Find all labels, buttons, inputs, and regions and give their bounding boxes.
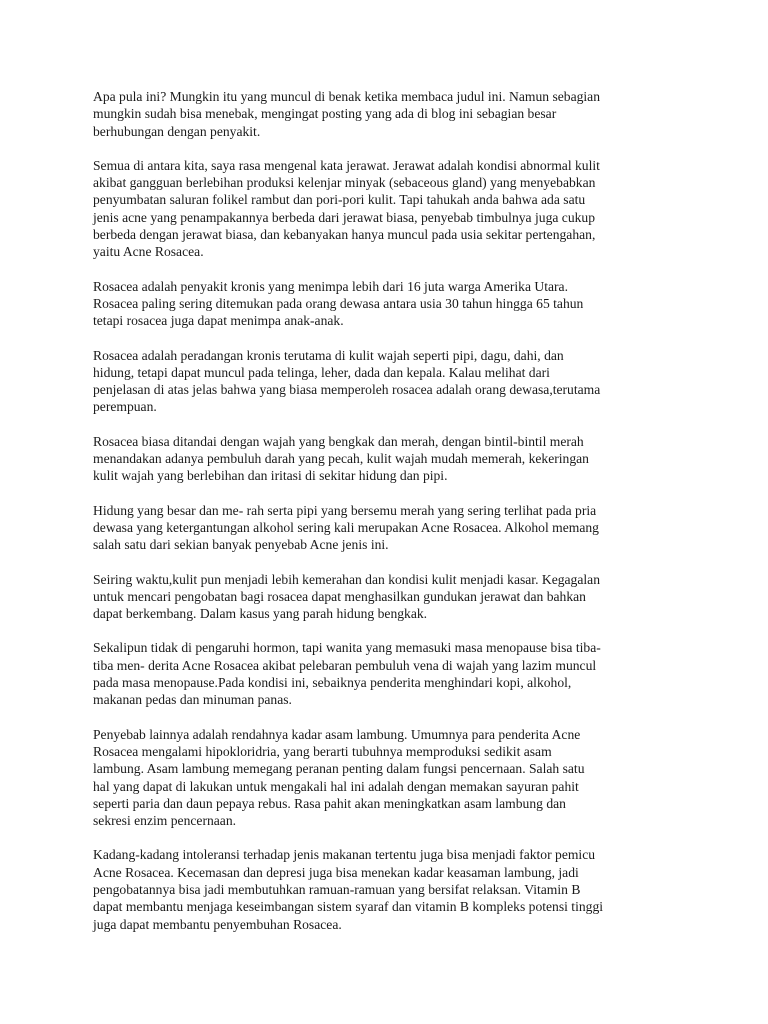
document-body (93, 88, 693, 950)
text-line: lambung. Asam lambung memegang peranan penting dalam fungsi pencernaan. Salah satu (93, 761, 585, 777)
text-line: Rosacea adalah penyakit kronis yang menimpa lebih dari 16 juta warga Amerika Utara. (93, 278, 568, 294)
text-line: seperti paria dan daun pepaya rebus. Rasa pahit akan meningkatkan asam lambung dan (93, 795, 566, 811)
paragraph (93, 433, 693, 485)
text-line: Acne Rosacea. Kecemasan dan depresi juga bisa menekan kadar keasaman lambung, jadi (93, 864, 579, 880)
text-line: berbeda dengan jerawat biasa, dan kebanyakan hanya muncul pada usia sekitar pertengahan, (93, 227, 596, 243)
text-line: Seiring waktu,kulit pun menjadi lebih kemerahan dan kondisi kulit menjadi kasar. Kegagalan (93, 571, 600, 587)
text-line: tetapi rosacea juga dapat menimpa anak-anak. (93, 313, 344, 329)
text-line: Kadang-kadang intoleransi terhadap jenis makanan tertentu juga bisa menjadi faktor pemicu (93, 847, 596, 863)
text-line: yaitu Acne Rosacea. (93, 244, 204, 260)
text-line: dapat berkembang. Dalam kasus yang parah hidung bengkak. (93, 606, 428, 622)
text-line: Rosacea adalah peradangan kronis terutama di kulit wajah seperti pipi, dagu, dahi, dan (93, 347, 564, 363)
paragraph (93, 571, 693, 623)
text-line: kulit wajah yang berlebihan dan iritasi di sekitar hidung dan pipi. (93, 468, 448, 484)
text-line: penjelasan di atas jelas bahwa yang biasa memperoleh rosacea adalah orang dewasa,terutama (93, 382, 601, 398)
text-line: dewasa yang ketergantungan alkohol sering kali merupakan Acne Rosacea. Alkohol memang (93, 519, 599, 535)
text-line: berhubungan dengan penyakit. (93, 123, 261, 139)
text-line: makanan pedas dan minuman panas. (93, 692, 292, 708)
text-line: Sekalipun tidak di pengaruhi hormon, tapi wanita yang memasuki masa menopause bisa tiba- (93, 640, 601, 656)
text-line: salah satu dari sekian banyak penyebab Acne jenis ini. (93, 537, 389, 553)
text-line: Rosacea biasa ditandai dengan wajah yang bengkak dan merah, dengan bintil-bintil merah (93, 433, 584, 449)
text-line: Apa pula ini? Mungkin itu yang muncul di benak ketika membaca judul ini. Namun sebagian (93, 89, 601, 104)
paragraph (93, 278, 693, 330)
text-line: juga dapat membantu penyembuhan Rosacea. (93, 916, 342, 932)
text-line: perempuan. (93, 399, 157, 415)
text-line: Penyebab lainnya adalah rendahnya kadar asam lambung. Umumnya para penderita Acne (93, 726, 581, 742)
text-line: jenis acne yang penampakannya berbeda dari jerawat biasa, penyebab timbulnya juga cukup (93, 209, 596, 225)
text-line: Hidung yang besar dan me- rah serta pipi yang bersemu merah yang sering terlihat pada pria (93, 502, 597, 518)
paragraph (93, 347, 693, 416)
text-line: Semua di antara kita, saya rasa mengenal kata jerawat. Jerawat adalah kondisi abnormal kulit (93, 157, 600, 173)
text-line: pada masa menopause.Pada kondisi ini, sebaiknya penderita menghindari kopi, alkohol, (93, 675, 572, 691)
text-line: sekresi enzim pencernaan. (93, 813, 237, 829)
text-line: tiba men- derita Acne Rosacea akibat pelebaran pembuluh vena di wajah yang lazim muncul (93, 657, 597, 673)
text-line: hidung, tetapi dapat muncul pada telinga, leher, dada dan kepala. Kalau melihat dari (93, 364, 550, 380)
text-line: dapat membantu menjaga keseimbangan sistem syaraf dan vitamin B kompleks potensi tinggi (93, 899, 604, 915)
text-line: akibat gangguan berlebihan produksi kelenjar minyak (sebaceous gland) yang menyebabkan (93, 175, 596, 191)
text-line: pengobatannya bisa jadi membutuhkan ramuan-ramuan yang bersifat relaksan. Vitamin B (93, 881, 581, 897)
text-line: hal yang dapat di lakukan untuk mengakali hal ini adalah dengan memakan sayuran pahit (93, 778, 579, 794)
paragraph (93, 157, 693, 261)
paragraph (93, 846, 693, 932)
text-line: Rosacea paling sering ditemukan pada orang dewasa antara usia 30 tahun hingga 65 tahun (93, 295, 584, 311)
paragraph (93, 502, 693, 554)
paragraph (93, 726, 693, 830)
text-line: Rosacea mengalami hipokloridria, yang berarti tubuhnya memproduksi sedikit asam (93, 743, 552, 759)
text-line: menandakan adanya pembuluh darah yang pecah, kulit wajah mudah memerah, kekeringan (93, 451, 589, 467)
paragraph (93, 88, 693, 140)
text-line: untuk mencari pengobatan bagi rosacea dapat menghasilkan gundukan jerawat dan bahkan (93, 588, 586, 604)
text-line: mungkin sudah bisa menebak, mengingat posting yang ada di blog ini sebagian besar (93, 106, 557, 122)
paragraph (93, 639, 693, 708)
text-line: penyumbatan saluran folikel rambut dan pori-pori kulit. Tapi tahukah anda bahwa ada satu (93, 192, 586, 208)
